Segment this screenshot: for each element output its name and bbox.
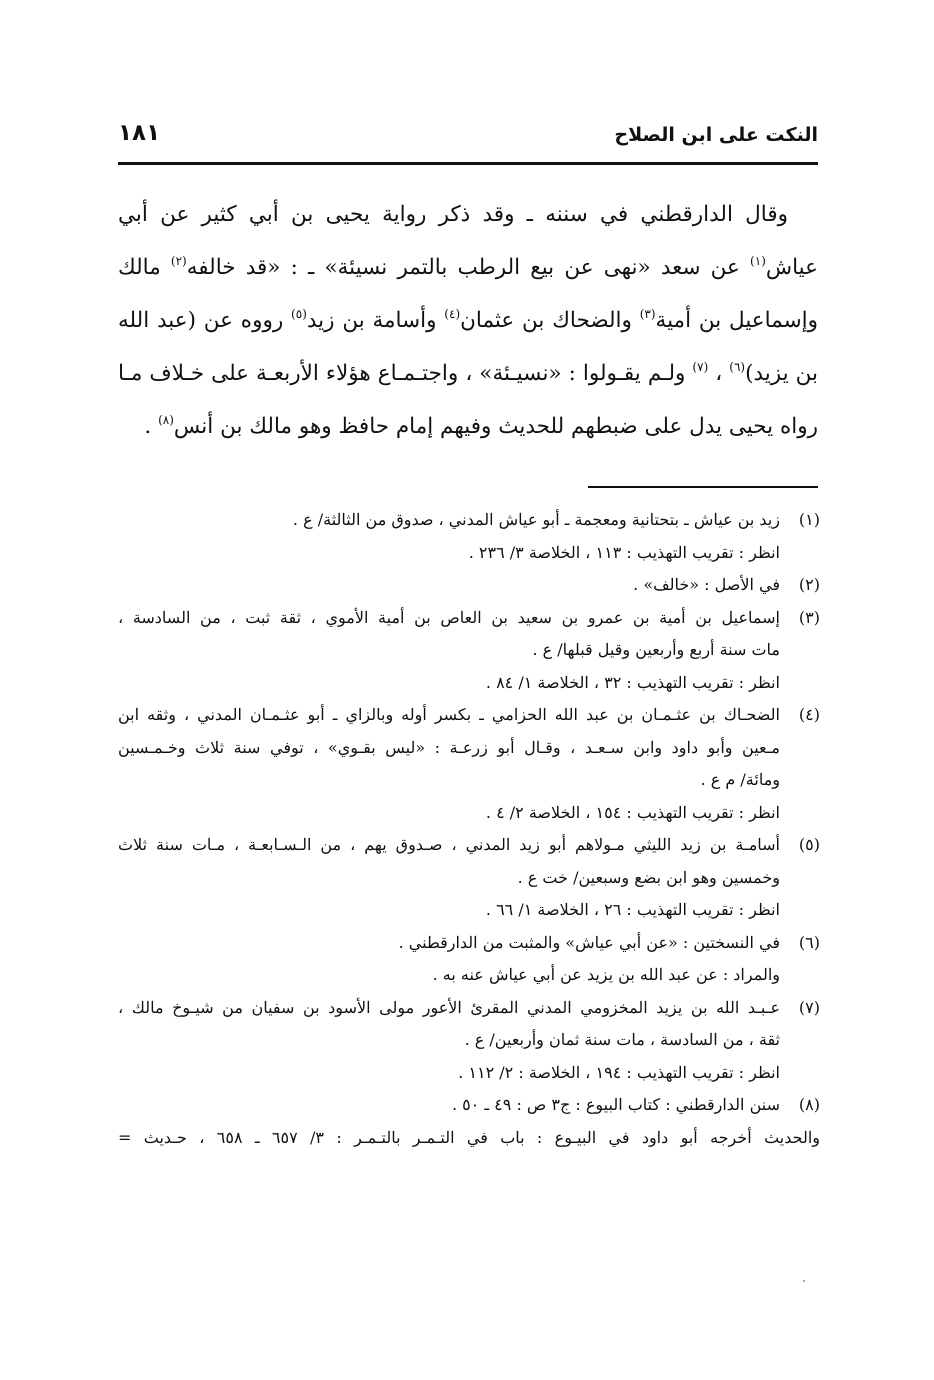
footnote-line: انظر : تقريب التهذيب : ١١٣ ، الخلاصة ٣/ ٢٣٦ . bbox=[468, 542, 780, 562]
footnotes bbox=[118, 504, 820, 1154]
footnote-number: (٥) bbox=[798, 835, 820, 854]
footnote-ref[interactable]: (٨) bbox=[158, 413, 174, 427]
text-run: والضحاك بن عثمان bbox=[460, 308, 640, 333]
footnote-number: (١) bbox=[798, 510, 820, 529]
text-run: رووه عن (عبد الله بن يزيد) bbox=[118, 308, 819, 386]
footnote-number: (٦) bbox=[798, 932, 820, 952]
footnote-ref[interactable]: (٧) bbox=[692, 360, 709, 374]
footnote-line: ومائة/ م ع . bbox=[700, 770, 780, 789]
scan-speck bbox=[803, 1280, 805, 1282]
footnote-line: أسامـة بن زيد الليثي مـولاهم أبو زيد المدني ، صـدوق يهم ، من الـسـابعـة ، مـات سنة ثلاث bbox=[118, 835, 780, 854]
footnote-number: (٤) bbox=[798, 705, 820, 724]
footnote-line: انظر : تقريب التهذيب : ١٩٤ ، الخلاصة : ٢/ ١١٢ . bbox=[458, 1062, 780, 1082]
text-run: مالك وإسماعيل بن أمية bbox=[118, 255, 818, 333]
footnote-line: زيد بن عياش ـ بتحتانية ومعجمة ـ أبو عياش المدني ، صدوق من الثالثة/ ع . bbox=[292, 510, 780, 529]
text-run: وقال الدارقطني في سننه ـ وقد ذكر رواية يحيى بن أبي كثير عن أبي عياش bbox=[118, 202, 818, 280]
footnote-number: (٨) bbox=[798, 1095, 820, 1114]
footnote-6 bbox=[118, 927, 820, 992]
footnote-ref[interactable]: (٣) bbox=[639, 307, 656, 321]
text-run: عن سعد «نهى عن بيع الرطب بالتمر نسيئة» ـ : «قد خالفه bbox=[186, 255, 751, 280]
footnote-continuation: والحديث أخرجه أبو داود في البيـوع : باب في التـمـر بالتـمـر : ٣/ ٦٥٧ ـ ٦٥٨ ، حـديث = bbox=[118, 1127, 820, 1147]
book-title: النكت على ابن الصلاح bbox=[614, 124, 818, 146]
footnote-ref[interactable]: (٤) bbox=[444, 307, 461, 321]
running-header bbox=[118, 118, 818, 158]
footnote-line: عـبـد الله بن يزيد المخزومي المدني المقرئ الأعور مولى الأسود بن سفيان من شيـوخ مالك ، bbox=[118, 997, 780, 1017]
footnote-line: إسماعيل بن أمية بن عمرو بن سعيد بن العاص بن أمية الأموي ، ثقة ثبت ، من السادسة ، bbox=[118, 607, 780, 627]
footnote-number: (٧) bbox=[798, 997, 820, 1017]
footnote-line: في النسختين : «عن أبي عياش» والمثبت من الدارقطني . bbox=[398, 932, 780, 952]
page-number: ١٨١ bbox=[118, 120, 161, 146]
footnote-line: انظر : تقريب التهذيب : ٢٦ ، الخلاصة ١/ ٦٦ . bbox=[485, 900, 780, 919]
footnote-7 bbox=[118, 992, 820, 1090]
footnote-line: ثقة ، من السادسة ، مات سنة ثمان وأربعين/ ع . bbox=[464, 1030, 780, 1049]
footnote-ref[interactable]: (٦) bbox=[729, 360, 746, 374]
footnote-1 bbox=[118, 504, 820, 569]
header-rule bbox=[118, 162, 818, 165]
footnote-line: في الأصل : «خالف» . bbox=[633, 575, 780, 594]
footnote-ref[interactable]: (١) bbox=[750, 254, 766, 268]
main-paragraph bbox=[118, 188, 818, 453]
footnote-line: الضحـاك بن عثـمـان بن عبد الله الحزامي ـ بكسر أوله وبالزاي ـ أبو عثـمـان المدني ، وثقه ابن bbox=[118, 705, 780, 724]
footnote-8 bbox=[118, 1089, 820, 1154]
footnote-number: (٣) bbox=[798, 607, 820, 627]
footnote-number: (٢) bbox=[798, 575, 820, 594]
footnote-2 bbox=[118, 569, 820, 602]
footnote-line: مـعين وأبو داود وابن سـعـد ، وقـال أبو زرعـة : «ليس بقـوي» ، توفي سنة ثلاث وخـمـسين bbox=[118, 737, 780, 757]
footnote-line: مات سنة أربع وأربعين وقيل قبلها/ ع . bbox=[532, 640, 780, 659]
footnote-line: انظر : تقريب التهذيب : ١٥٤ ، الخلاصة ٢/ ٤ . bbox=[485, 802, 780, 822]
footnote-5 bbox=[118, 829, 820, 927]
footnote-3 bbox=[118, 602, 820, 700]
text-run: وأسامة بن زيد bbox=[306, 308, 445, 333]
footnote-separator bbox=[588, 486, 818, 488]
footnote-line: والمراد : عن عبد الله بن يزيد عن أبي عياش عنه به . bbox=[432, 965, 780, 984]
footnote-line: سنن الدارقطني : كتاب البيوع : ج٣ ص : ٤٩ ـ ٥٠ . bbox=[451, 1095, 780, 1114]
footnote-4 bbox=[118, 699, 820, 829]
main-text bbox=[118, 188, 818, 453]
footnote-line: انظر : تقريب التهذيب : ٣٢ ، الخلاصة ١/ ٨٤ . bbox=[485, 672, 780, 692]
text-run: ولـم يقـولوا : «نسيـئة» ، واجتـمـاع هؤلاء الأربعـة على خـلاف مـا رواه يحيى يدل على ضبطهم للحديث وفيهم إمام حافظ وهو مالك بن أنس bbox=[118, 361, 818, 439]
text-run: ، bbox=[708, 361, 730, 386]
footnote-ref[interactable]: (٥) bbox=[291, 307, 307, 321]
text-run: . bbox=[144, 414, 159, 439]
footnote-ref[interactable]: (٢) bbox=[170, 254, 187, 268]
footnote-line: وخمسين وهو ابن بضع وسبعين/ خت ع . bbox=[517, 867, 780, 887]
